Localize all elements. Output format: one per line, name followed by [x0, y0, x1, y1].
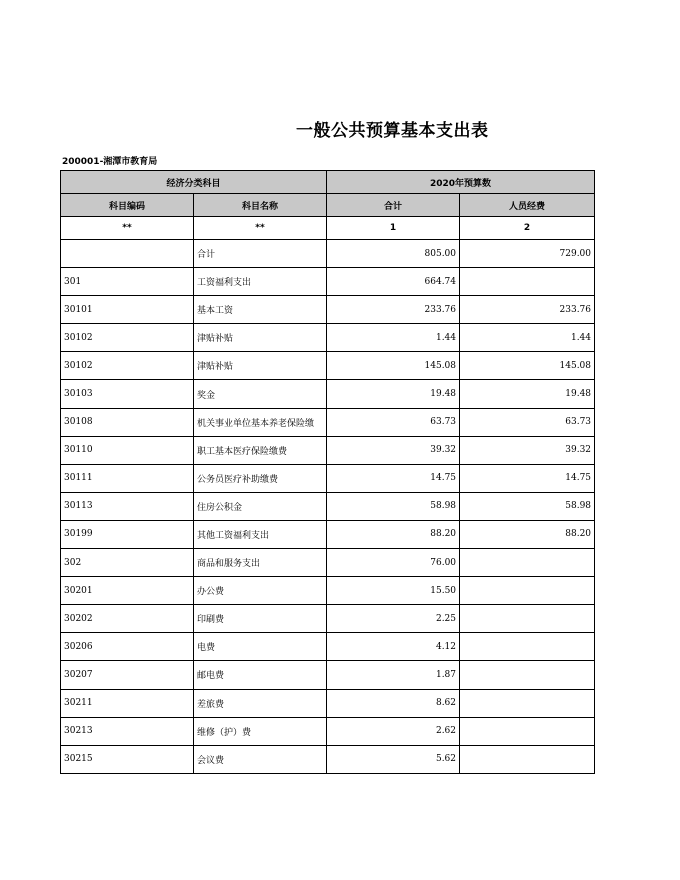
header-group-row — [61, 171, 595, 194]
cell-total: 664.74 — [327, 268, 460, 296]
cell-code: 30213 — [61, 717, 194, 745]
cell-total: 145.08 — [327, 352, 460, 380]
header-total: 合计 — [327, 194, 460, 217]
budget-table — [60, 170, 595, 774]
cell-total: 4.12 — [327, 633, 460, 661]
cell-name: 机关事业单位基本养老保险缴 — [194, 408, 327, 436]
cell-code: 30113 — [61, 492, 194, 520]
cell-code: 30207 — [61, 661, 194, 689]
cell-name: 津贴补贴 — [194, 324, 327, 352]
cell-name: 津贴补贴 — [194, 352, 327, 380]
table-row — [61, 380, 595, 408]
cell-personnel: 39.32 — [460, 436, 595, 464]
cell-code — [61, 240, 194, 268]
header-marker-row — [61, 217, 595, 240]
cell-code: 30102 — [61, 352, 194, 380]
table-row — [61, 605, 595, 633]
cell-total: 58.98 — [327, 492, 460, 520]
header-code: 科目编码 — [61, 194, 194, 217]
cell-total: 8.62 — [327, 689, 460, 717]
table-row — [61, 549, 595, 577]
header-column-row — [61, 194, 595, 217]
cell-name: 邮电费 — [194, 661, 327, 689]
marker-name: ** — [194, 217, 327, 240]
cell-total: 39.32 — [327, 436, 460, 464]
cell-code: 30202 — [61, 605, 194, 633]
cell-name: 职工基本医疗保险缴费 — [194, 436, 327, 464]
cell-personnel — [460, 661, 595, 689]
table-row — [61, 324, 595, 352]
cell-total: 88.20 — [327, 520, 460, 548]
header-personnel: 人员经费 — [460, 194, 595, 217]
table-row — [61, 436, 595, 464]
cell-total: 1.87 — [327, 661, 460, 689]
cell-total: 5.62 — [327, 745, 460, 773]
cell-personnel: 233.76 — [460, 296, 595, 324]
table-row — [61, 633, 595, 661]
cell-name: 基本工资 — [194, 296, 327, 324]
cell-code: 30215 — [61, 745, 194, 773]
cell-personnel — [460, 633, 595, 661]
table-row — [61, 240, 595, 268]
header-name: 科目名称 — [194, 194, 327, 217]
cell-personnel: 88.20 — [460, 520, 595, 548]
cell-personnel: 729.00 — [460, 240, 595, 268]
cell-total: 19.48 — [327, 380, 460, 408]
table-row — [61, 717, 595, 745]
cell-name: 其他工资福利支出 — [194, 520, 327, 548]
cell-name: 合计 — [194, 240, 327, 268]
table-row — [61, 464, 595, 492]
cell-personnel — [460, 268, 595, 296]
cell-personnel: 145.08 — [460, 352, 595, 380]
cell-name: 商品和服务支出 — [194, 549, 327, 577]
table-row — [61, 492, 595, 520]
cell-total: 15.50 — [327, 577, 460, 605]
cell-code: 30108 — [61, 408, 194, 436]
header-economic-classification: 经济分类科目 — [61, 171, 327, 194]
cell-name: 电费 — [194, 633, 327, 661]
cell-total: 2.25 — [327, 605, 460, 633]
cell-name: 维修（护）费 — [194, 717, 327, 745]
cell-personnel: 14.75 — [460, 464, 595, 492]
table-row — [61, 408, 595, 436]
cell-code: 301 — [61, 268, 194, 296]
cell-code: 30101 — [61, 296, 194, 324]
cell-name: 工资福利支出 — [194, 268, 327, 296]
marker-code: ** — [61, 217, 194, 240]
header-budget-2020: 2020年预算数 — [327, 171, 595, 194]
cell-name: 差旅费 — [194, 689, 327, 717]
cell-personnel — [460, 689, 595, 717]
cell-code: 30199 — [61, 520, 194, 548]
table-row — [61, 352, 595, 380]
table-row — [61, 268, 595, 296]
cell-total: 76.00 — [327, 549, 460, 577]
cell-name: 住房公积金 — [194, 492, 327, 520]
cell-total: 805.00 — [327, 240, 460, 268]
page-title: 一般公共预算基本支出表 — [296, 121, 489, 141]
cell-name: 办公费 — [194, 577, 327, 605]
marker-personnel: 2 — [460, 217, 595, 240]
marker-total: 1 — [327, 217, 460, 240]
table-row — [61, 520, 595, 548]
unit-label: 200001-湘潭市教育局 — [62, 157, 158, 167]
table-row — [61, 689, 595, 717]
table-row — [61, 745, 595, 773]
cell-name: 印刷费 — [194, 605, 327, 633]
cell-total: 14.75 — [327, 464, 460, 492]
cell-name: 会议费 — [194, 745, 327, 773]
cell-personnel — [460, 577, 595, 605]
cell-code: 30111 — [61, 464, 194, 492]
cell-name: 奖金 — [194, 380, 327, 408]
table-row — [61, 577, 595, 605]
cell-total: 63.73 — [327, 408, 460, 436]
cell-name: 公务员医疗补助缴费 — [194, 464, 327, 492]
cell-total: 2.62 — [327, 717, 460, 745]
cell-total: 1.44 — [327, 324, 460, 352]
cell-total: 233.76 — [327, 296, 460, 324]
cell-code: 302 — [61, 549, 194, 577]
cell-code: 30110 — [61, 436, 194, 464]
cell-code: 30102 — [61, 324, 194, 352]
cell-code: 30201 — [61, 577, 194, 605]
cell-personnel — [460, 745, 595, 773]
cell-personnel — [460, 549, 595, 577]
table-row — [61, 661, 595, 689]
cell-personnel: 19.48 — [460, 380, 595, 408]
cell-personnel: 58.98 — [460, 492, 595, 520]
cell-code: 30206 — [61, 633, 194, 661]
cell-personnel: 1.44 — [460, 324, 595, 352]
cell-personnel: 63.73 — [460, 408, 595, 436]
cell-personnel — [460, 717, 595, 745]
table-row — [61, 296, 595, 324]
cell-code: 30211 — [61, 689, 194, 717]
cell-code: 30103 — [61, 380, 194, 408]
cell-personnel — [460, 605, 595, 633]
